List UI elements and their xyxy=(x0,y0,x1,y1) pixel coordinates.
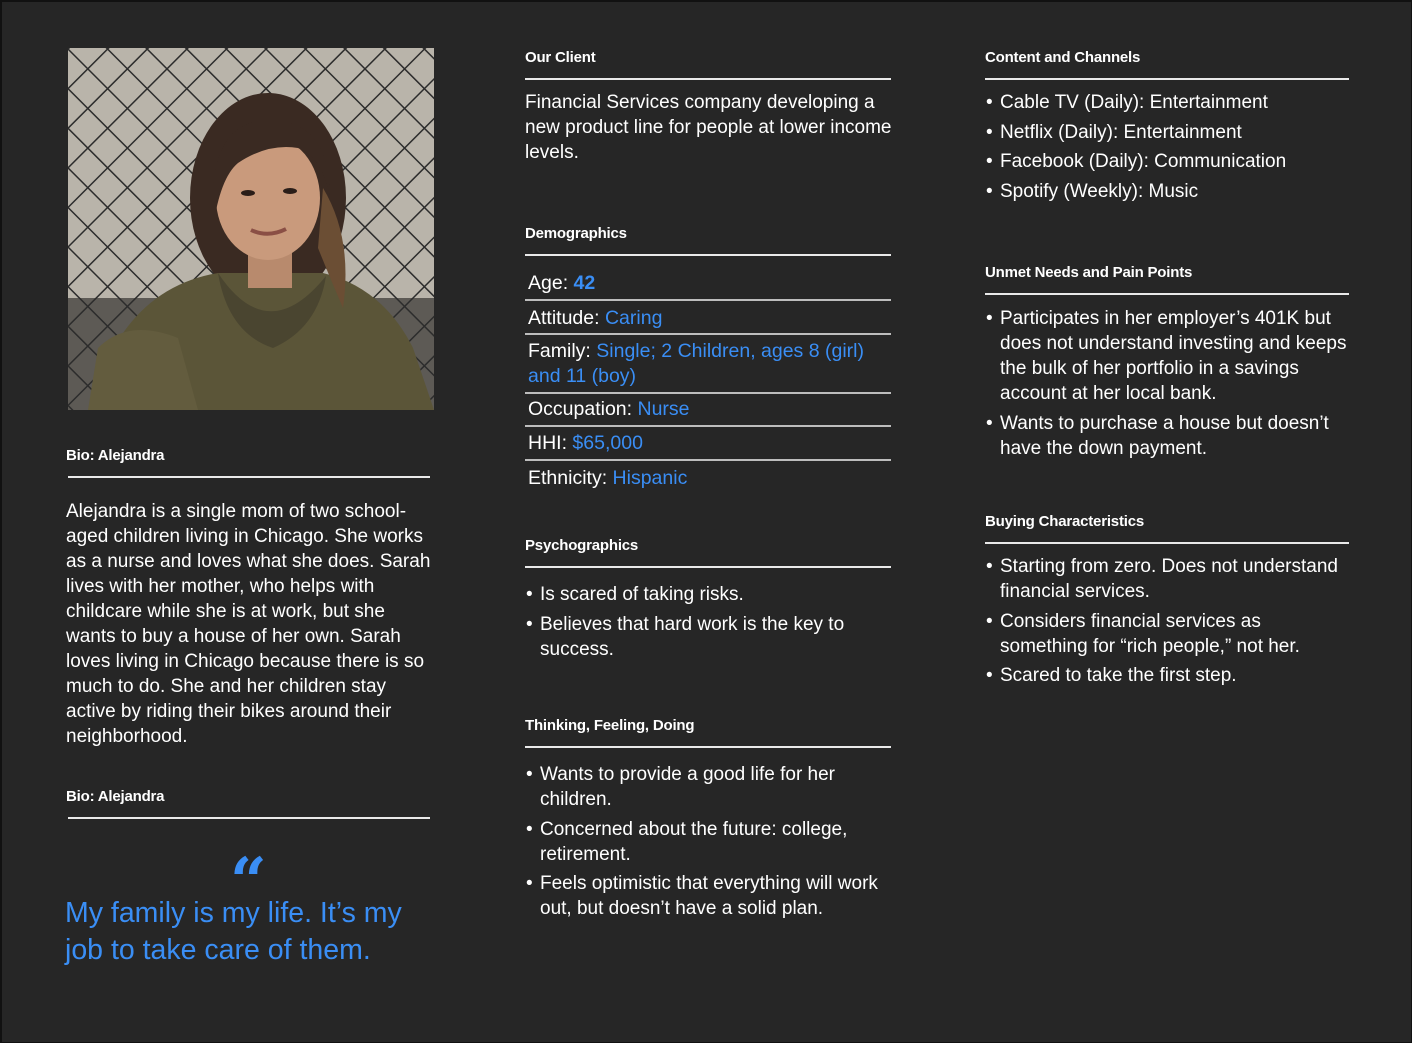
bio-heading: Bio: Alejandra xyxy=(66,447,165,464)
buying-list xyxy=(985,554,1351,693)
demo-occupation-label: Occupation: xyxy=(528,398,633,420)
thinking-heading: Thinking, Feeling, Doing xyxy=(525,717,695,734)
demo-age xyxy=(528,271,890,296)
needs-heading: Unmet Needs and Pain Points xyxy=(985,264,1193,281)
psychographics-heading: Psychographics xyxy=(525,537,639,554)
quote-mark-icon: “ xyxy=(230,844,267,919)
quote-heading: Bio: Alejandra xyxy=(66,788,165,805)
demo-ethnicity xyxy=(528,466,890,491)
buying-heading: Buying Characteristics xyxy=(985,513,1144,530)
list-item: • Scared to take the first step. xyxy=(985,663,1351,688)
demo-family-value: Single; 2 Children, ages 8 (girl) and 11 (boy) xyxy=(528,340,864,387)
demo-row-divider xyxy=(525,299,891,301)
needs-list xyxy=(985,306,1351,465)
persona-photo xyxy=(68,48,434,410)
demo-family xyxy=(528,339,890,389)
demo-row-divider xyxy=(525,392,891,394)
demo-age-value: 42 xyxy=(573,272,596,294)
list-item: • Facebook (Daily): Communication xyxy=(985,149,1351,174)
client-heading: Our Client xyxy=(525,49,596,66)
channels-divider xyxy=(985,78,1349,80)
demographics-heading: Demographics xyxy=(525,225,627,242)
persona-quote: My family is my life. It’s my job to take care of them. xyxy=(65,897,402,966)
demo-row-divider xyxy=(525,333,891,335)
needs-divider xyxy=(985,293,1349,295)
quote-divider xyxy=(68,817,430,819)
demo-family-label: Family: xyxy=(528,340,591,362)
persona-page xyxy=(2,2,1411,1042)
demo-row-divider xyxy=(525,459,891,461)
thinking-divider xyxy=(525,746,891,748)
list-item: • Wants to provide a good life for her children. xyxy=(525,762,893,812)
demo-ethnicity-label: Ethnicity: xyxy=(528,467,608,489)
list-item: • Feels optimistic that everything will work out, but doesn’t have a solid plan. xyxy=(525,871,893,921)
psychographics-list xyxy=(525,582,893,666)
demo-hhi xyxy=(528,431,890,456)
demo-occupation xyxy=(528,397,890,422)
thinking-list xyxy=(525,762,893,926)
demo-hhi-label: HHI: xyxy=(528,432,567,454)
client-divider xyxy=(525,78,891,80)
demo-hhi-value: $65,000 xyxy=(572,432,643,454)
demo-attitude-value: Caring xyxy=(604,307,663,329)
list-item: • Participates in her employer’s 401K but does not understand investing and keeps the bulk of her portfolio in a savings account at her local bank. xyxy=(985,306,1351,406)
list-item: • Spotify (Weekly): Music xyxy=(985,179,1351,204)
bio-divider xyxy=(68,476,430,478)
demo-occupation-value: Nurse xyxy=(637,398,690,420)
psychographics-divider xyxy=(525,566,891,568)
demo-ethnicity-value: Hispanic xyxy=(612,467,688,489)
list-item: • Concerned about the future: college, retirement. xyxy=(525,817,893,867)
demo-row-divider xyxy=(525,425,891,427)
list-item: • Is scared of taking risks. xyxy=(525,582,893,607)
list-item: • Believes that hard work is the key to success. xyxy=(525,612,893,662)
list-item: • Starting from zero. Does not understand financial services. xyxy=(985,554,1351,604)
buying-divider xyxy=(985,542,1349,544)
demo-attitude-label: Attitude: xyxy=(528,307,600,329)
list-item: • Netflix (Daily): Entertainment xyxy=(985,120,1351,145)
channels-heading: Content and Channels xyxy=(985,49,1141,66)
list-item: • Wants to purchase a house but doesn’t have the down payment. xyxy=(985,411,1351,461)
demo-age-label: Age: xyxy=(528,272,569,294)
persona-photo-illustration xyxy=(68,48,434,410)
demographics-divider xyxy=(525,254,891,256)
list-item: • Considers financial services as something for “rich people,” not her. xyxy=(985,609,1351,659)
bio-text: Alejandra is a single mom of two school-aged children living in Chicago. She works as a nurse and loves what she does. Sarah lives with her mother, who helps with childcare while she is at work, but she wants to buy a house of her own. Sarah loves living in Chicago because there is so much to do. She and her children stay active by riding their bikes around their neighborhood. xyxy=(66,501,431,747)
list-item: • Cable TV (Daily): Entertainment xyxy=(985,90,1351,115)
channels-list xyxy=(985,90,1351,208)
client-text: Financial Services company developing a new product line for people at lower income levels. xyxy=(525,92,892,163)
demo-attitude xyxy=(528,306,890,331)
